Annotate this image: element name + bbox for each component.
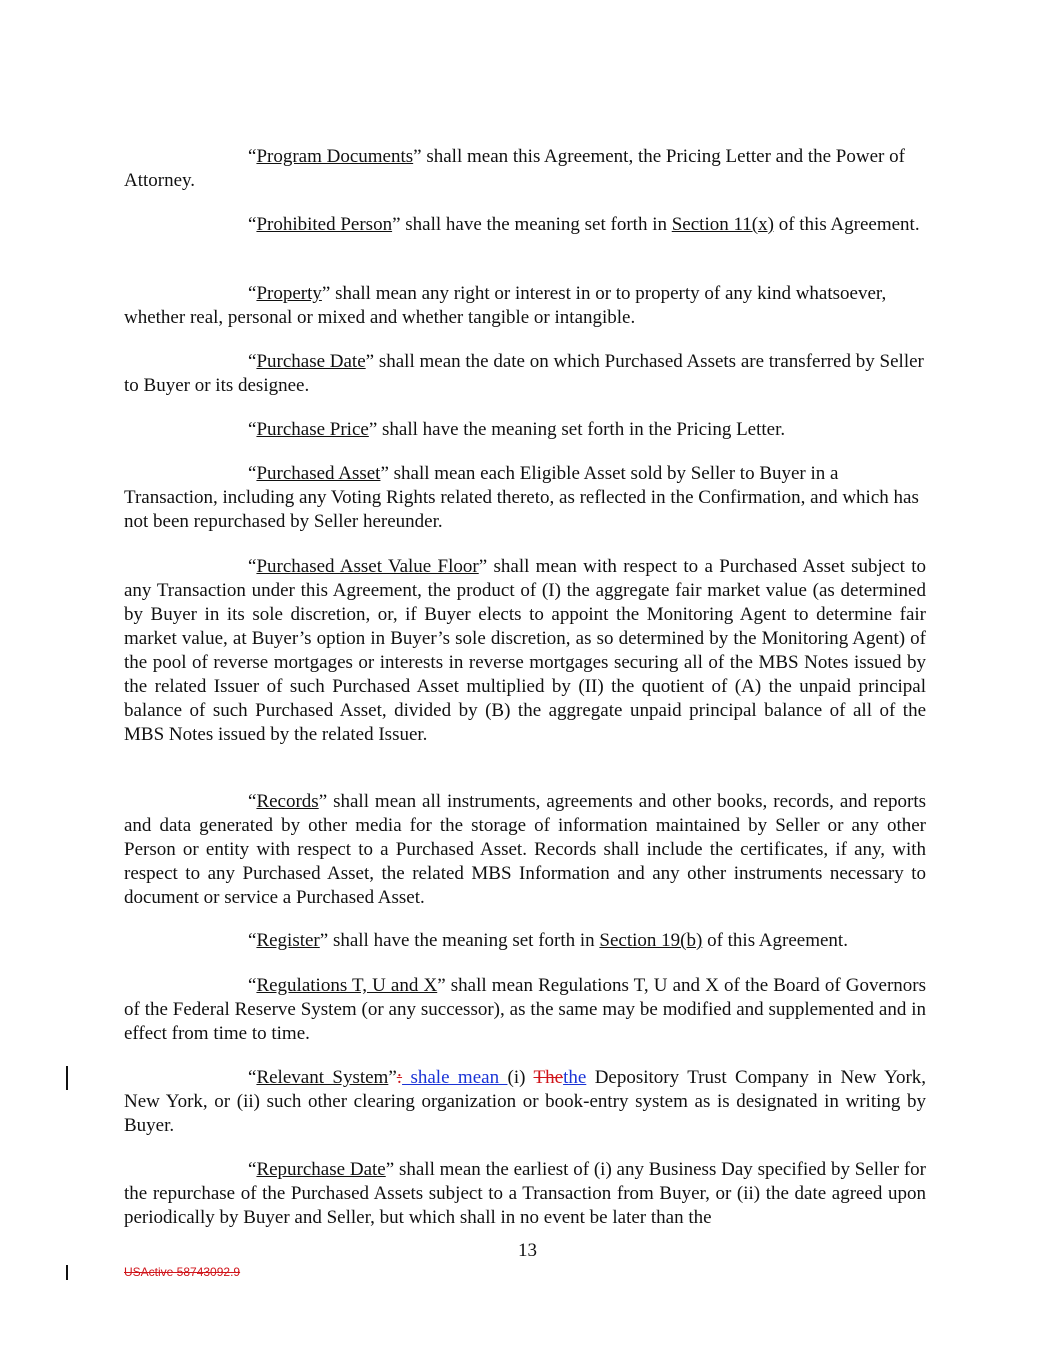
defined-term: Purchased Asset Value Floor: [256, 556, 479, 577]
definition-prohibited-person: “Prohibited Person” shall have the meaning set forth in Section 11(x) of this Agreement.: [248, 214, 920, 235]
defined-term: Register: [256, 930, 320, 951]
change-bar: [66, 1265, 68, 1280]
definition-register: “Register” shall have the meaning set forth in Section 19(b) of this Agreement.: [248, 930, 848, 951]
defined-term: Purchase Price: [256, 419, 369, 440]
defined-term: Purchase Date: [256, 351, 366, 372]
defined-term: Regulations T, U and X: [256, 975, 438, 996]
definition-purchase-price: “Purchase Price” shall have the meaning set forth in the Pricing Letter.: [248, 419, 786, 440]
deleted-text: :: [396, 1067, 403, 1088]
defined-term: Relevant System: [256, 1067, 389, 1088]
defined-term: Purchased Asset: [256, 463, 381, 484]
definition-records: “Records” shall mean all instruments, agreements and other books, records, and reports and data generated by other media for the storage of information maintained by Seller or any other Person or entity with respect to a Purchased Asset. Records shall include the certificates, if any, with respect to any Purchased Asset, the related MBS Information and any other instruments necessary to document or service a Purchased Asset.: [124, 791, 926, 908]
footer-doc-id: USActive 58743092.9: [124, 1265, 241, 1279]
defined-term: Prohibited Person: [256, 214, 393, 235]
definition-purchase-date: “Purchase Date” shall mean the date on which Purchased Assets are transferred by Seller to Buyer or its designee.: [124, 351, 924, 396]
definition-relevant-system: “Relevant System”: shale mean (i) Thethe Depository Trust Company in New York, New York, or (ii) such other clearing organization or book-entry system as is designated in writing by Buyer.: [124, 1067, 927, 1136]
definition-regulations-tux: “Regulations T, U and X” shall mean Regulations T, U and X of the Board of Governors of the Federal Reserve System (or any successor), as the same may be modified and supplemented and in effect from time to time.: [124, 975, 927, 1044]
defined-term: Repurchase Date: [256, 1159, 386, 1180]
section-reference: Section 19(b): [599, 930, 703, 951]
defined-term: Program Documents: [256, 146, 414, 167]
section-reference: Section 11(x): [671, 214, 774, 235]
definition-purchased-asset-value-floor: “Purchased Asset Value Floor” shall mean with respect to a Purchased Asset subject to any Transaction under this Agreement, the product of (I) the aggregate fair market value (as determined by Buyer in its sole discretion, or, if Buyer elects to appoint the Monitoring Agent to determine fair market value, at Buyer’s option in Buyer’s sole discretion, as so determined by the Monitoring Agent) of the pool of reverse mortgages or interests in reverse mortgages securing all of the MBS Notes issued by the related Issuer of such Purchased Asset multiplied by (II) the quotient of (A) the unpaid principal balance of such Purchased Asset, divided by (B) the aggregate unpaid principal balance of all of the MBS Notes issued by the related Issuer.: [124, 556, 926, 745]
change-bar: [66, 1066, 68, 1090]
inserted-text: the: [563, 1067, 587, 1088]
defined-term: Property: [256, 283, 322, 304]
definition-purchased-asset: “Purchased Asset” shall mean each Eligible Asset sold by Seller to Buyer in a Transaction, including any Voting Rights related thereto, as reflected in the Confirmation, and which has not been repurchased by Seller hereunder.: [124, 463, 919, 532]
definition-property: “Property” shall mean any right or interest in or to property of any kind whatsoever, whether real, personal or mixed and whether tangible or intangible.: [124, 283, 887, 328]
deleted-text: The: [533, 1067, 564, 1088]
definition-repurchase-date: “Repurchase Date” shall mean the earliest of (i) any Business Day specified by Seller for the repurchase of the Purchased Assets subject to a Transaction from Buyer, or (ii) the date agreed upon periodically by Buyer and Seller, but which shall in no event be later than the: [124, 1159, 926, 1228]
page-number: 13: [518, 1240, 537, 1261]
inserted-text: shale mean: [402, 1067, 508, 1088]
definition-program-documents: “Program Documents” shall mean this Agreement, the Pricing Letter and the Power of Attorney.: [124, 146, 905, 191]
defined-term: Records: [256, 791, 319, 812]
